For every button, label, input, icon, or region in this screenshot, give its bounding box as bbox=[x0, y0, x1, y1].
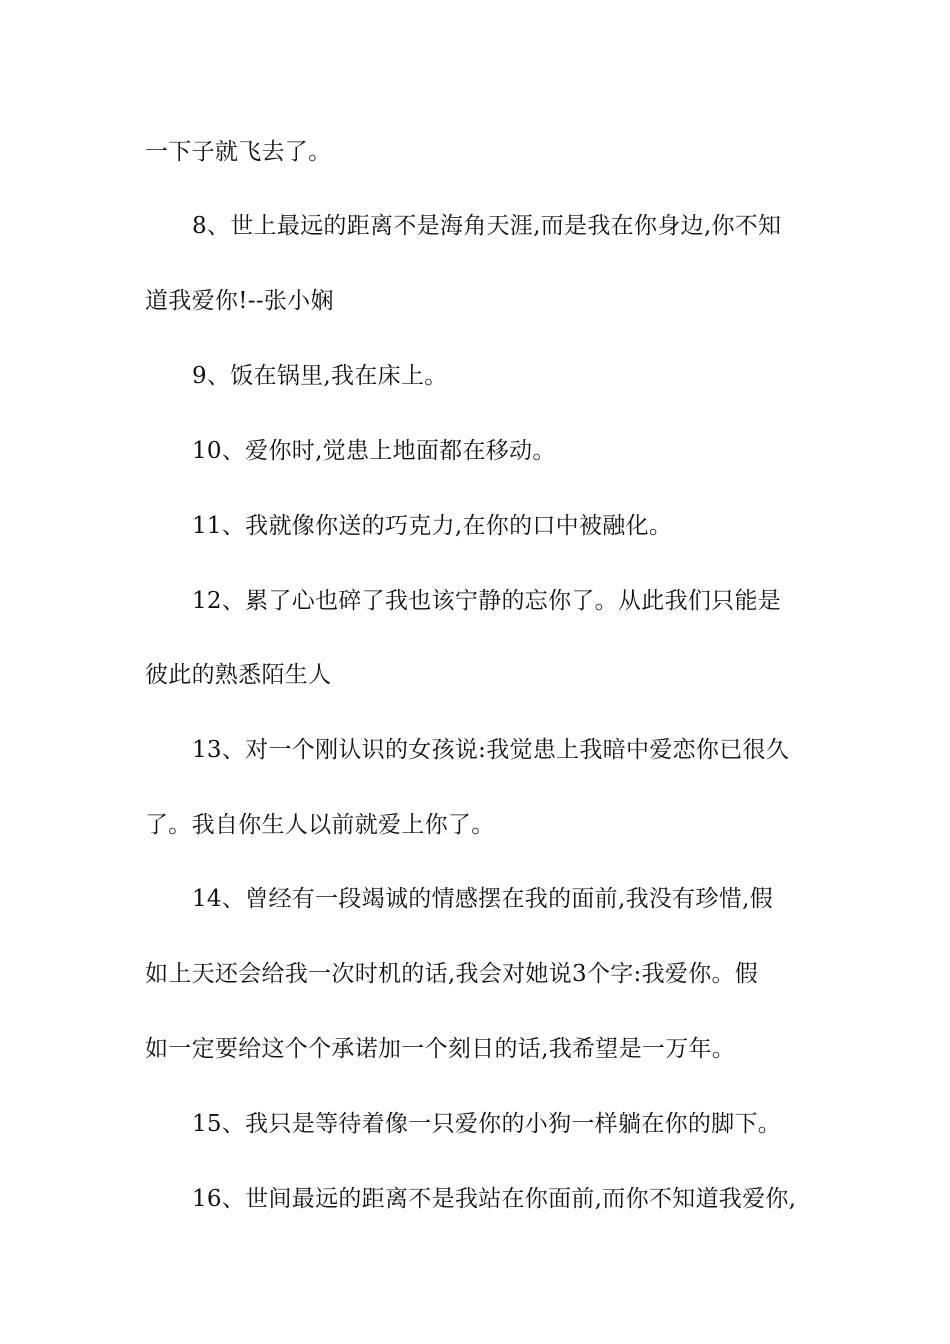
text-line: 一下子就飞去了。 bbox=[145, 139, 332, 165]
text-line: 14、曾经有一段竭诚的情感摆在我的面前,我没有珍惜,假 bbox=[192, 886, 773, 912]
text-line: 15、我只是等待着像一只爱你的小狗一样躺在你的脚下。 bbox=[192, 1111, 782, 1137]
text-line: 16、世间最远的距离不是我站在你面前,而你不知道我爱你, bbox=[192, 1186, 797, 1212]
text-line: 如一定要给这个个承诺加一个刻日的话,我希望是一万年。 bbox=[145, 1036, 736, 1062]
text-line: 13、对一个刚认识的女孩说:我觉患上我暗中爱恋你已很久 bbox=[192, 737, 790, 763]
text-line: 8、世上最远的距离不是海角天涯,而是我在你身边,你不知 bbox=[192, 213, 782, 239]
text-line: 如上天还会给我一次时机的话,我会对她说3个字:我爱你。假 bbox=[145, 961, 759, 987]
text-line: 9、饭在锅里,我在床上。 bbox=[192, 363, 448, 389]
text-line: 11、我就像你送的巧克力,在你的口中被融化。 bbox=[192, 513, 673, 539]
text-line: 了。我自你生人以前就爱上你了。 bbox=[145, 812, 495, 838]
text-line: 道我爱你!--张小娴 bbox=[145, 288, 334, 314]
text-line: 10、爱你时,觉患上地面都在移动。 bbox=[192, 438, 556, 464]
text-line: 彼此的熟悉陌生人 bbox=[145, 662, 332, 688]
text-line: 12、累了心也碎了我也该宁静的忘你了。从此我们只能是 bbox=[192, 588, 782, 614]
